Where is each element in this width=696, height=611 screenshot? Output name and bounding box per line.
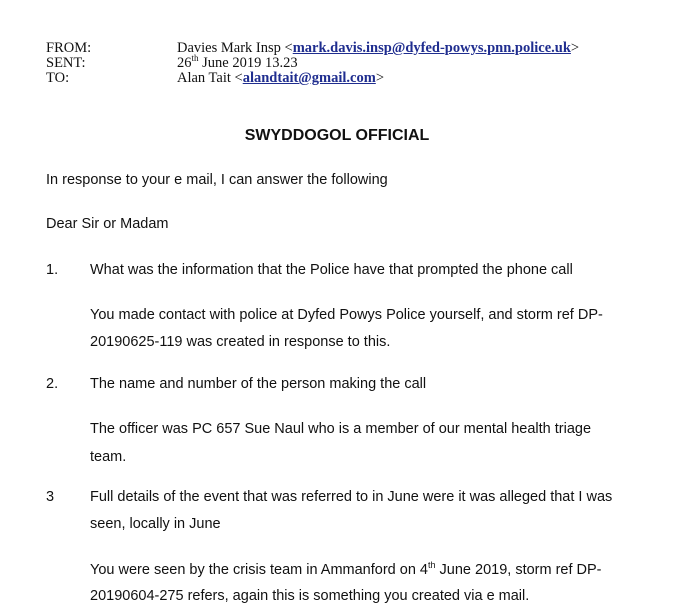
item-3-answer-pre: You were seen by the crisis team in Ammanford on 4: [90, 562, 428, 578]
item-2-question: The name and number of the person making the call: [90, 376, 427, 392]
item-2-number: 2.: [46, 376, 59, 392]
sent-day-suffix: th: [191, 53, 199, 64]
item-1-answer-line1: You made contact with police at Dyfed Powys Police yourself, and storm ref DP-: [90, 307, 603, 323]
item-3-question-line2: seen, locally in June: [90, 516, 221, 532]
item-3-answer-sup: th: [427, 560, 436, 571]
item-3-answer-line1: [90, 562, 602, 578]
from-value: Davies Mark Insp <mark.davis.insp@dyfed-powys.pnn.police.uk>: [177, 40, 580, 56]
item-1-answer-line2: 20190625-119 was created in response to this.: [90, 334, 391, 350]
item-3-answer-post: June 2019, storm ref DP-: [435, 562, 602, 578]
to-name: Alan Tait: [177, 70, 235, 86]
item-2-answer-line1: The officer was PC 657 Sue Naul who is a member of our mental health triage: [90, 421, 592, 437]
item-3-question-line1: Full details of the event that was referred to in June were it was alleged that I was: [90, 489, 613, 505]
from-name: Davies Mark Insp: [177, 40, 285, 56]
to-email-link[interactable]: alandtait@gmail.com: [242, 70, 376, 86]
sent-value: [177, 53, 298, 71]
from-email-link[interactable]: mark.davis.insp@dyfed-powys.pnn.police.uk: [292, 40, 571, 56]
item-3-answer-line2: 20190604-275 refers, again this is something you created via e mail.: [90, 588, 530, 604]
item-2-answer-line2: team.: [90, 449, 127, 465]
intro-text: In response to your e mail, I can answer the following: [46, 172, 388, 188]
to-value: Alan Tait <alandtait@gmail.com>: [177, 70, 384, 86]
greeting-text: Dear Sir or Madam: [46, 216, 169, 232]
sent-label: SENT:: [46, 55, 86, 71]
sent-rest: June 2019 13.23: [198, 55, 298, 71]
item-3-number: 3: [46, 489, 55, 505]
document-title: SWYDDOGOL OFFICIAL: [244, 127, 430, 144]
item-1-question: What was the information that the Police have that prompted the phone call: [90, 262, 573, 278]
from-label: FROM:: [46, 40, 92, 56]
sent-day: 26: [177, 55, 192, 71]
to-label: TO:: [46, 70, 70, 86]
item-1-number: 1.: [46, 262, 59, 278]
